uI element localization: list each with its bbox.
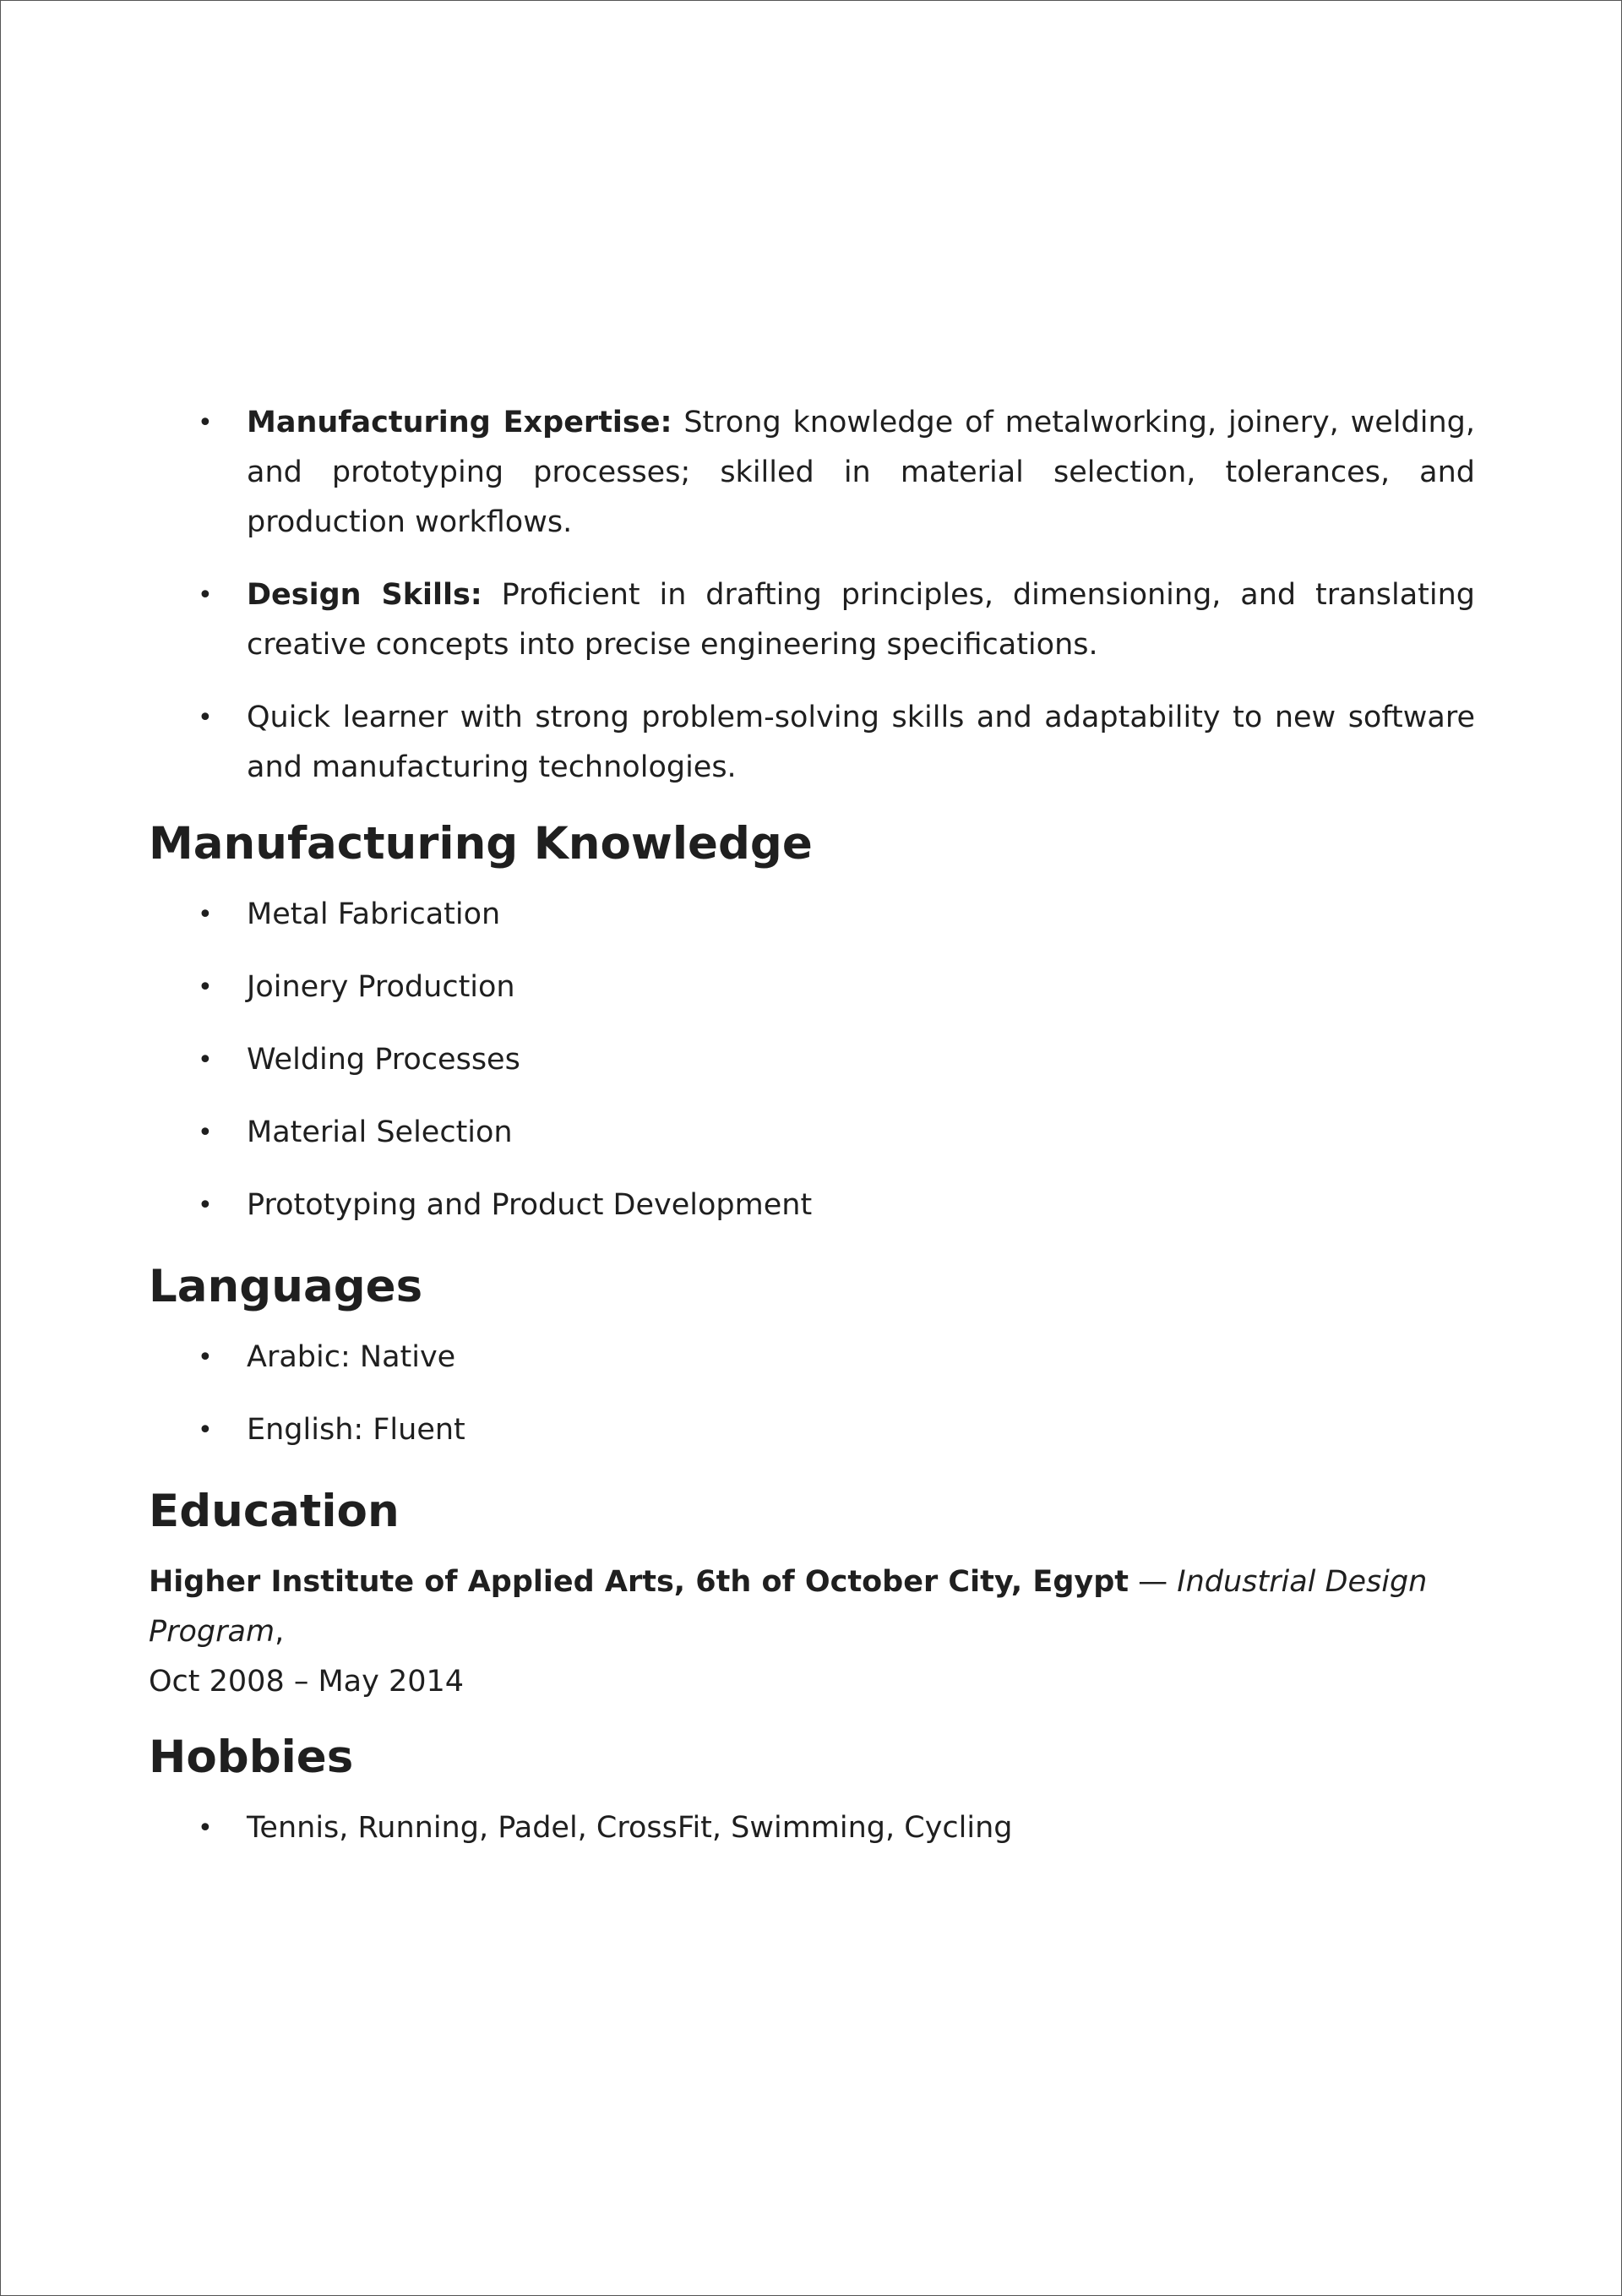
bullet-icon: • — [198, 581, 213, 610]
bullet-icon: • — [198, 1191, 213, 1220]
list-item — [149, 890, 1475, 940]
bullet-icon: • — [198, 1118, 213, 1148]
skill-text: Proficient in drafting principles, dimensioning, and translating creative concepts into precise engineering specifications. — [247, 578, 1475, 662]
bullet-icon: • — [198, 408, 213, 438]
resume-content — [149, 398, 1475, 1876]
skills-list — [149, 398, 1475, 793]
languages-list — [149, 1333, 1475, 1455]
bullet-icon: • — [198, 973, 213, 1002]
bullet-icon: • — [198, 1813, 213, 1843]
list-item — [149, 963, 1475, 1012]
skill-item-quick-learner — [149, 693, 1475, 793]
skill-lead: Design Skills: — [247, 578, 482, 612]
list-item-text: Arabic: Native — [247, 1340, 456, 1374]
education-comma: , — [275, 1615, 285, 1649]
bullet-icon: • — [198, 1415, 213, 1445]
list-item — [149, 1181, 1475, 1230]
list-item-text: English: Fluent — [247, 1413, 465, 1447]
education-dates: Oct 2008 – May 2014 — [149, 1665, 465, 1699]
skill-item-design-skills — [149, 570, 1475, 670]
list-item-text: Tennis, Running, Padel, CrossFit, Swimming, Cycling — [247, 1811, 1013, 1845]
education-separator: — — [1128, 1565, 1178, 1599]
list-item-text: Joinery Production — [247, 970, 515, 1004]
section-heading-education: Education — [149, 1486, 400, 1537]
education-entry — [149, 1557, 1475, 1707]
list-item — [149, 1803, 1475, 1853]
list-item — [149, 1333, 1475, 1383]
list-item — [149, 1035, 1475, 1085]
hobbies-list — [149, 1803, 1475, 1853]
section-heading-hobbies: Hobbies — [149, 1732, 354, 1783]
skill-lead: Manufacturing Expertise: — [247, 406, 672, 439]
bullet-icon: • — [198, 900, 213, 930]
manufacturing-knowledge-list — [149, 890, 1475, 1230]
skill-item-manufacturing-expertise — [149, 398, 1475, 548]
section-heading-languages: Languages — [149, 1261, 423, 1312]
skill-text: Strong knowledge of metalworking, joinery, welding, and prototyping processes; skilled in material selection, tolerances, and production workflows. — [247, 406, 1475, 539]
list-item-text: Welding Processes — [247, 1043, 520, 1077]
education-program: Industrial Design Program — [149, 1565, 1428, 1649]
list-item — [149, 1405, 1475, 1455]
skill-text: Quick learner with strong problem-solving skills and adaptability to new software and manufacturing technologies. — [247, 701, 1475, 784]
bullet-icon: • — [198, 1045, 213, 1075]
bullet-icon: • — [198, 1343, 213, 1372]
list-item — [149, 1108, 1475, 1158]
section-heading-manufacturing-knowledge: Manufacturing Knowledge — [149, 818, 813, 870]
bullet-icon: • — [198, 703, 213, 733]
list-item-text: Prototyping and Product Development — [247, 1188, 813, 1222]
list-item-text: Metal Fabrication — [247, 897, 501, 931]
education-school: Higher Institute of Applied Arts, 6th of October City, Egypt — [149, 1565, 1129, 1599]
list-item-text: Material Selection — [247, 1115, 513, 1149]
